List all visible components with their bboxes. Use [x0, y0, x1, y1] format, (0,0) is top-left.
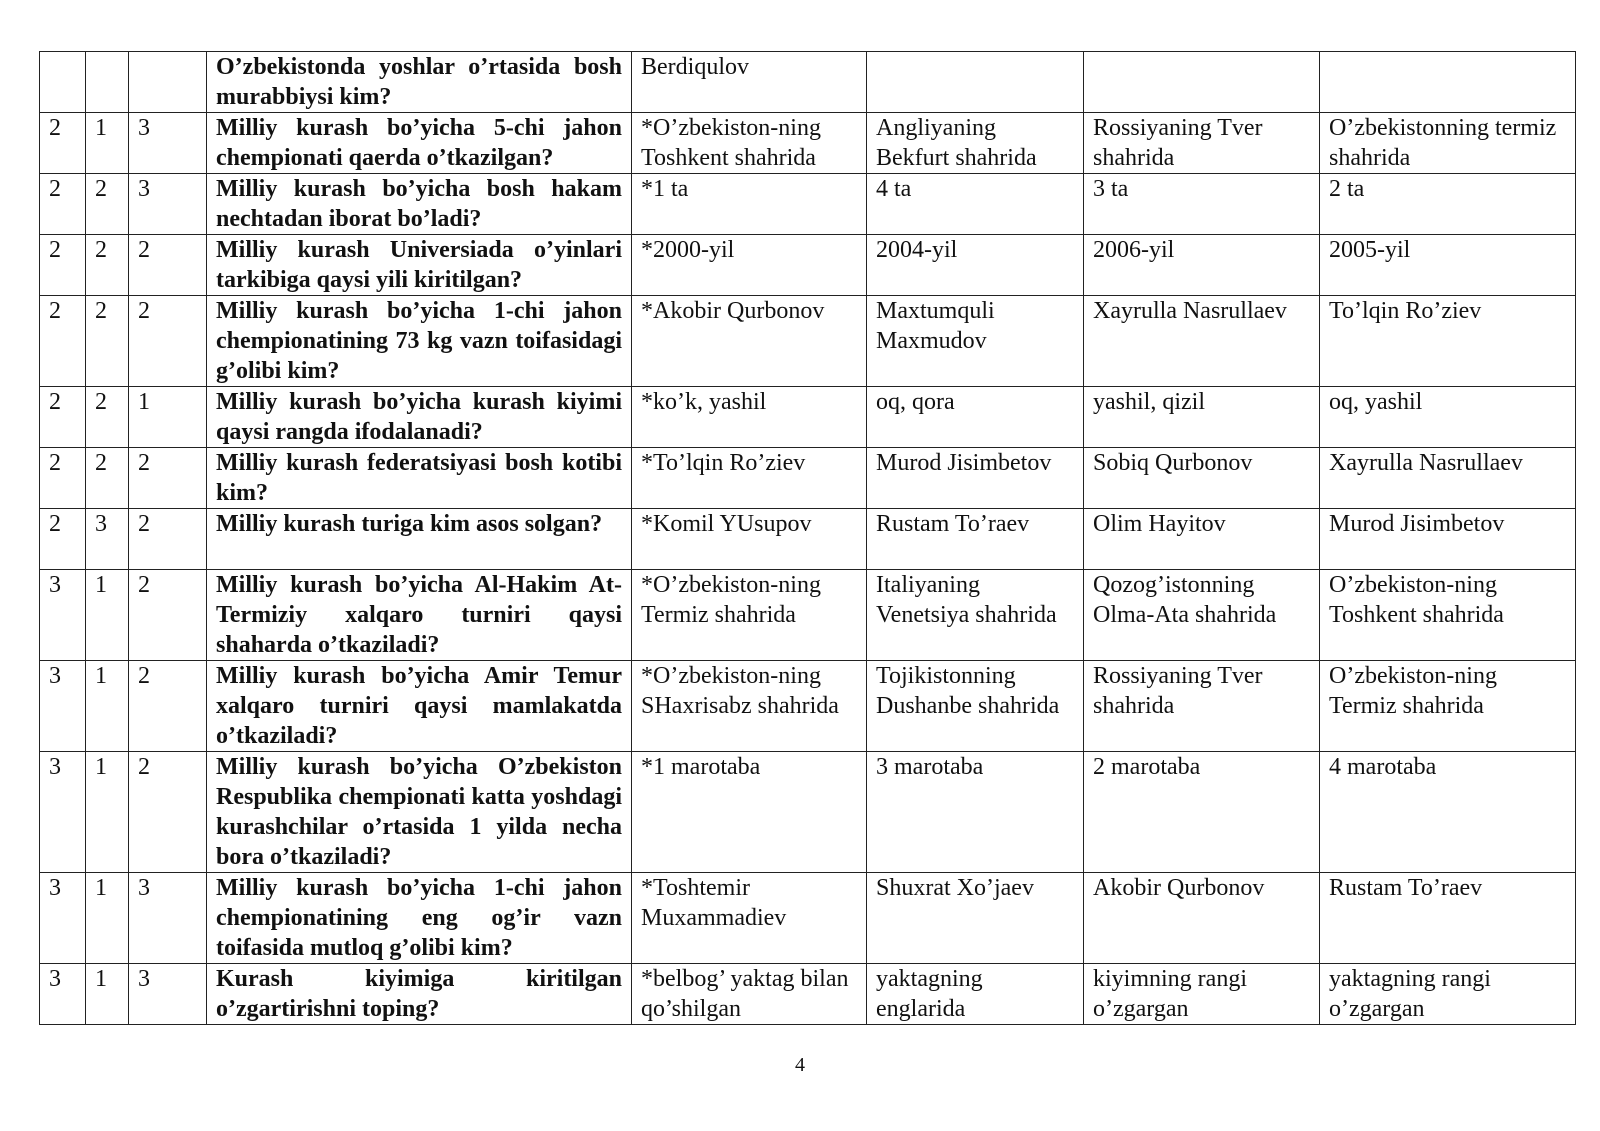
answer-option-cell: 2005-yil: [1320, 235, 1576, 296]
table-row: [40, 113, 1576, 174]
correct-answer-cell: *Toshtemir Muxammadiev: [632, 873, 867, 964]
answer-option-cell: Rossiyaning Tver shahrida: [1084, 113, 1320, 174]
correct-answer-cell: *O’zbekiston-ning SHaxrisabz shahrida: [632, 661, 867, 752]
question-cell: Milliy kurash bo’yicha 1-chi jahon chempionatining 73 kg vazn toifasidagi g’olibi kim?: [207, 296, 632, 387]
index-cell: 1: [86, 752, 129, 873]
index-cell: [86, 52, 129, 113]
answer-option-cell: Angliyaning Bekfurt shahrida: [867, 113, 1084, 174]
answer-option-cell: Murod Jisimbetov: [867, 448, 1084, 509]
answer-option-cell: 2 ta: [1320, 174, 1576, 235]
correct-answer-cell: *Akobir Qurbonov: [632, 296, 867, 387]
table-row: [40, 570, 1576, 661]
index-cell: 3: [40, 661, 86, 752]
index-cell: 3: [86, 509, 129, 570]
index-cell: 2: [40, 113, 86, 174]
answer-option-cell: Olim Hayitov: [1084, 509, 1320, 570]
index-cell: 2: [86, 387, 129, 448]
index-cell: 2: [129, 296, 207, 387]
index-cell: [40, 52, 86, 113]
question-cell: Milliy kurash bo’yicha 5-chi jahon chempionati qaerda o’tkazilgan?: [207, 113, 632, 174]
index-cell: 2: [86, 448, 129, 509]
index-cell: 1: [86, 964, 129, 1025]
question-cell: O’zbekistonda yoshlar o’rtasida bosh murabbiysi kim?: [207, 52, 632, 113]
answer-option-cell: Murod Jisimbetov: [1320, 509, 1576, 570]
table-row: [40, 448, 1576, 509]
table-row: [40, 387, 1576, 448]
index-cell: 2: [129, 752, 207, 873]
table-row: [40, 174, 1576, 235]
answer-option-cell: 4 ta: [867, 174, 1084, 235]
answer-option-cell: yashil, qizil: [1084, 387, 1320, 448]
answer-option-cell: yaktagning englarida: [867, 964, 1084, 1025]
answer-option-cell: 2004-yil: [867, 235, 1084, 296]
question-cell: Milliy kurash Universiada o’yinlari tarkibiga qaysi yili kiritilgan?: [207, 235, 632, 296]
answer-option-cell: 2006-yil: [1084, 235, 1320, 296]
answer-option-cell: [1320, 52, 1576, 113]
correct-answer-cell: *2000-yil: [632, 235, 867, 296]
answer-option-cell: Italiyaning Venetsiya shahrida: [867, 570, 1084, 661]
answer-option-cell: [1084, 52, 1320, 113]
answer-option-cell: O’zbekistonning termiz shahrida: [1320, 113, 1576, 174]
page-number: 4: [795, 1054, 805, 1076]
index-cell: 2: [40, 509, 86, 570]
question-cell: Milliy kurash bo’yicha Amir Temur xalqaro turniri qaysi mamlakatda o’tkaziladi?: [207, 661, 632, 752]
correct-answer-cell: *Komil YUsupov: [632, 509, 867, 570]
answer-option-cell: 3 marotaba: [867, 752, 1084, 873]
correct-answer-cell: *O’zbekiston-ning Toshkent shahrida: [632, 113, 867, 174]
table-row: [40, 296, 1576, 387]
index-cell: 2: [86, 296, 129, 387]
index-cell: 2: [129, 661, 207, 752]
index-cell: 3: [129, 113, 207, 174]
answer-option-cell: To’lqin Ro’ziev: [1320, 296, 1576, 387]
answer-option-cell: oq, yashil: [1320, 387, 1576, 448]
quiz-table: [39, 51, 1576, 1025]
table-row: [40, 752, 1576, 873]
table-row: [40, 661, 1576, 752]
answer-option-cell: 2 marotaba: [1084, 752, 1320, 873]
index-cell: 2: [86, 235, 129, 296]
answer-option-cell: Tojikistonning Dushanbe shahrida: [867, 661, 1084, 752]
question-cell: Milliy kurash turiga kim asos solgan?: [207, 509, 632, 570]
index-cell: 3: [129, 964, 207, 1025]
index-cell: 1: [86, 570, 129, 661]
index-cell: 3: [40, 964, 86, 1025]
table-row: [40, 964, 1576, 1025]
table-row: [40, 873, 1576, 964]
index-cell: 3: [40, 752, 86, 873]
answer-option-cell: 3 ta: [1084, 174, 1320, 235]
answer-option-cell: 4 marotaba: [1320, 752, 1576, 873]
answer-option-cell: Sobiq Qurbonov: [1084, 448, 1320, 509]
question-cell: Kurash kiyimiga kiritilgan o’zgartirishni toping?: [207, 964, 632, 1025]
answer-option-cell: Xayrulla Nasrullaev: [1084, 296, 1320, 387]
index-cell: 2: [40, 296, 86, 387]
correct-answer-cell: *O’zbekiston-ning Termiz shahrida: [632, 570, 867, 661]
answer-option-cell: oq, qora: [867, 387, 1084, 448]
answer-option-cell: Qozog’istonning Olma-Ata shahrida: [1084, 570, 1320, 661]
answer-option-cell: Akobir Qurbonov: [1084, 873, 1320, 964]
answer-option-cell: Maxtumquli Maxmudov: [867, 296, 1084, 387]
answer-option-cell: Xayrulla Nasrullaev: [1320, 448, 1576, 509]
answer-option-cell: Rustam To’raev: [867, 509, 1084, 570]
table-row: [40, 235, 1576, 296]
table-row: [40, 509, 1576, 570]
answer-option-cell: yaktagning rangi o’zgargan: [1320, 964, 1576, 1025]
correct-answer-cell: *1 ta: [632, 174, 867, 235]
question-cell: Milliy kurash federatsiyasi bosh kotibi kim?: [207, 448, 632, 509]
answer-option-cell: O’zbekiston-ning Termiz shahrida: [1320, 661, 1576, 752]
question-cell: Milliy kurash bo’yicha bosh hakam nechtadan iborat bo’ladi?: [207, 174, 632, 235]
index-cell: 1: [129, 387, 207, 448]
index-cell: 2: [129, 570, 207, 661]
index-cell: 2: [40, 387, 86, 448]
correct-answer-cell: Berdiqulov: [632, 52, 867, 113]
question-cell: Milliy kurash bo’yicha Al-Hakim At-Termiziy xalqaro turniri qaysi shaharda o’tkaziladi?: [207, 570, 632, 661]
index-cell: 3: [129, 174, 207, 235]
index-cell: 2: [40, 448, 86, 509]
answer-option-cell: Rustam To’raev: [1320, 873, 1576, 964]
correct-answer-cell: *belbog’ yaktag bilan qo’shilgan: [632, 964, 867, 1025]
answer-option-cell: kiyimning rangi o’zgargan: [1084, 964, 1320, 1025]
index-cell: 1: [86, 661, 129, 752]
question-cell: Milliy kurash bo’yicha kurash kiyimi qaysi rangda ifodalanadi?: [207, 387, 632, 448]
index-cell: 2: [129, 448, 207, 509]
index-cell: 2: [40, 174, 86, 235]
question-cell: Milliy kurash bo’yicha 1-chi jahon chempionatining eng og’ir vazn toifasida mutloq g’olibi kim?: [207, 873, 632, 964]
answer-option-cell: Rossiyaning Tver shahrida: [1084, 661, 1320, 752]
index-cell: [129, 52, 207, 113]
answer-option-cell: O’zbekiston-ning Toshkent shahrida: [1320, 570, 1576, 661]
table-row: [40, 52, 1576, 113]
correct-answer-cell: *To’lqin Ro’ziev: [632, 448, 867, 509]
question-cell: Milliy kurash bo’yicha O’zbekiston Respublika chempionati katta yoshdagi kurashchilar o’rtasida 1 yilda necha bora o’tkaziladi?: [207, 752, 632, 873]
answer-option-cell: [867, 52, 1084, 113]
answer-option-cell: Shuxrat Xo’jaev: [867, 873, 1084, 964]
quiz-table-body: [40, 52, 1576, 1025]
correct-answer-cell: *1 marotaba: [632, 752, 867, 873]
index-cell: 2: [86, 174, 129, 235]
index-cell: 2: [129, 509, 207, 570]
index-cell: 3: [129, 873, 207, 964]
index-cell: 1: [86, 873, 129, 964]
correct-answer-cell: *ko’k, yashil: [632, 387, 867, 448]
index-cell: 2: [129, 235, 207, 296]
index-cell: 3: [40, 570, 86, 661]
index-cell: 2: [40, 235, 86, 296]
index-cell: 3: [40, 873, 86, 964]
index-cell: 1: [86, 113, 129, 174]
